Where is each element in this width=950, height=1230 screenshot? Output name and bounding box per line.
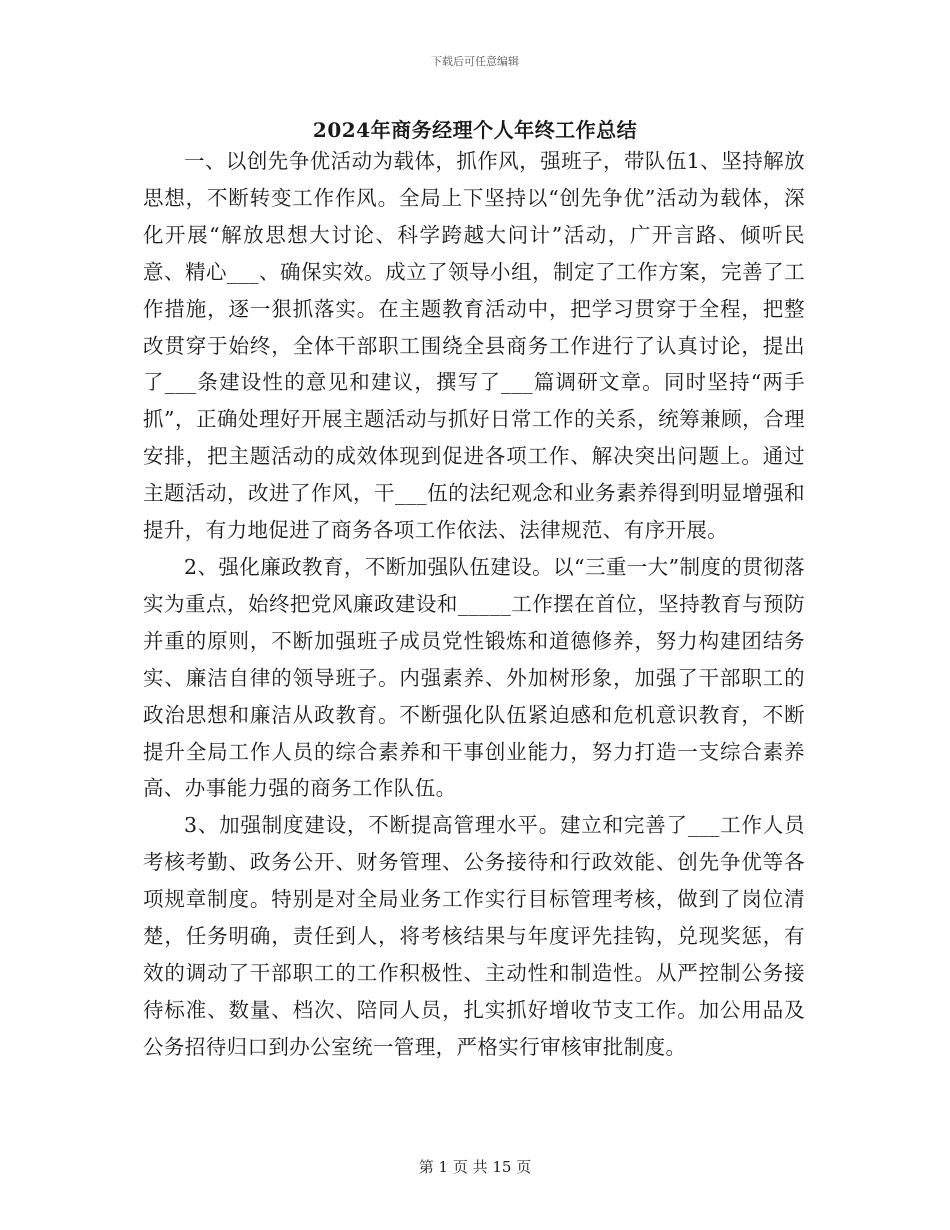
page-footer: 第 1 页 共 15 页: [418, 1158, 532, 1176]
document-body: [143, 143, 805, 1066]
paragraph-2: 2、强化廉政教育，不断加强队伍建设。以“三重一大”制度的贯彻落实为重点，始终把党风廉政建设和_____工作摆在首位，坚持教育与预防并重的原则，不断加强班子成员党性锻炼和道德修养，努力构建团结务实、廉洁自律的领导班子。内强素养、外加树形象，加强了干部职工的政治思想和廉洁从政教育。不断强化队伍紧迫感和危机意识教育，不断提升全局工作人员的综合素养和干事创业能力，努力打造一支综合素养高、办事能力强的商务工作队伍。: [143, 554, 805, 801]
document-title: 2024年商务经理个人年终工作总结: [312, 118, 638, 142]
paragraph-3: 3、加强制度建设，不断提高管理水平。建立和完善了___工作人员考核考勤、政务公开、财务管理、公务接待和行政效能、创先争优等各项规章制度。特别是对全局业务工作实行目标管理考核，做到了岗位清楚，任务明确，责任到人，将考核结果与年度评先挂钩，兑现奖惩，有效的调动了干部职工的工作积极性、主动性和制造性。从严控制公务接待标准、数量、档次、陪同人员，扎实抓好增收节支工作。加公用品及公务招待归口到办公室统一管理，严格实行审核审批制度。: [143, 813, 805, 1059]
header-note: 下载后可任意编辑: [431, 55, 519, 68]
paragraph-1: 一、以创先争优活动为载体，抓作风，强班子，带队伍1、坚持解放思想，不断转变工作作风。全局上下坚持以“创先争优”活动为载体，深化开展“解放思想大讨论、科学跨越大问计”活动，广开言路、倾听民意、精心___、确保实效。成立了领导小组，制定了工作方案，完善了工作措施，逐一狠抓落实。在主题教育活动中，把学习贯穿于全程，把整改贯穿于始终，全体干部职工围绕全县商务工作进行了认真讨论，提出了___条建设性的意见和建议，撰写了___篇调研文章。同时坚持“两手抓”，正确处理好开展主题活动与抓好日常工作的关系，统筹兼顾，合理安排，把主题活动的成效体现到促进各项工作、解决突出问题上。通过主题活动，改进了作风，干___伍的法纪观念和业务素养得到明显增强和提升，有力地促进了商务各项工作依法、法律规范、有序开展。: [143, 149, 805, 543]
